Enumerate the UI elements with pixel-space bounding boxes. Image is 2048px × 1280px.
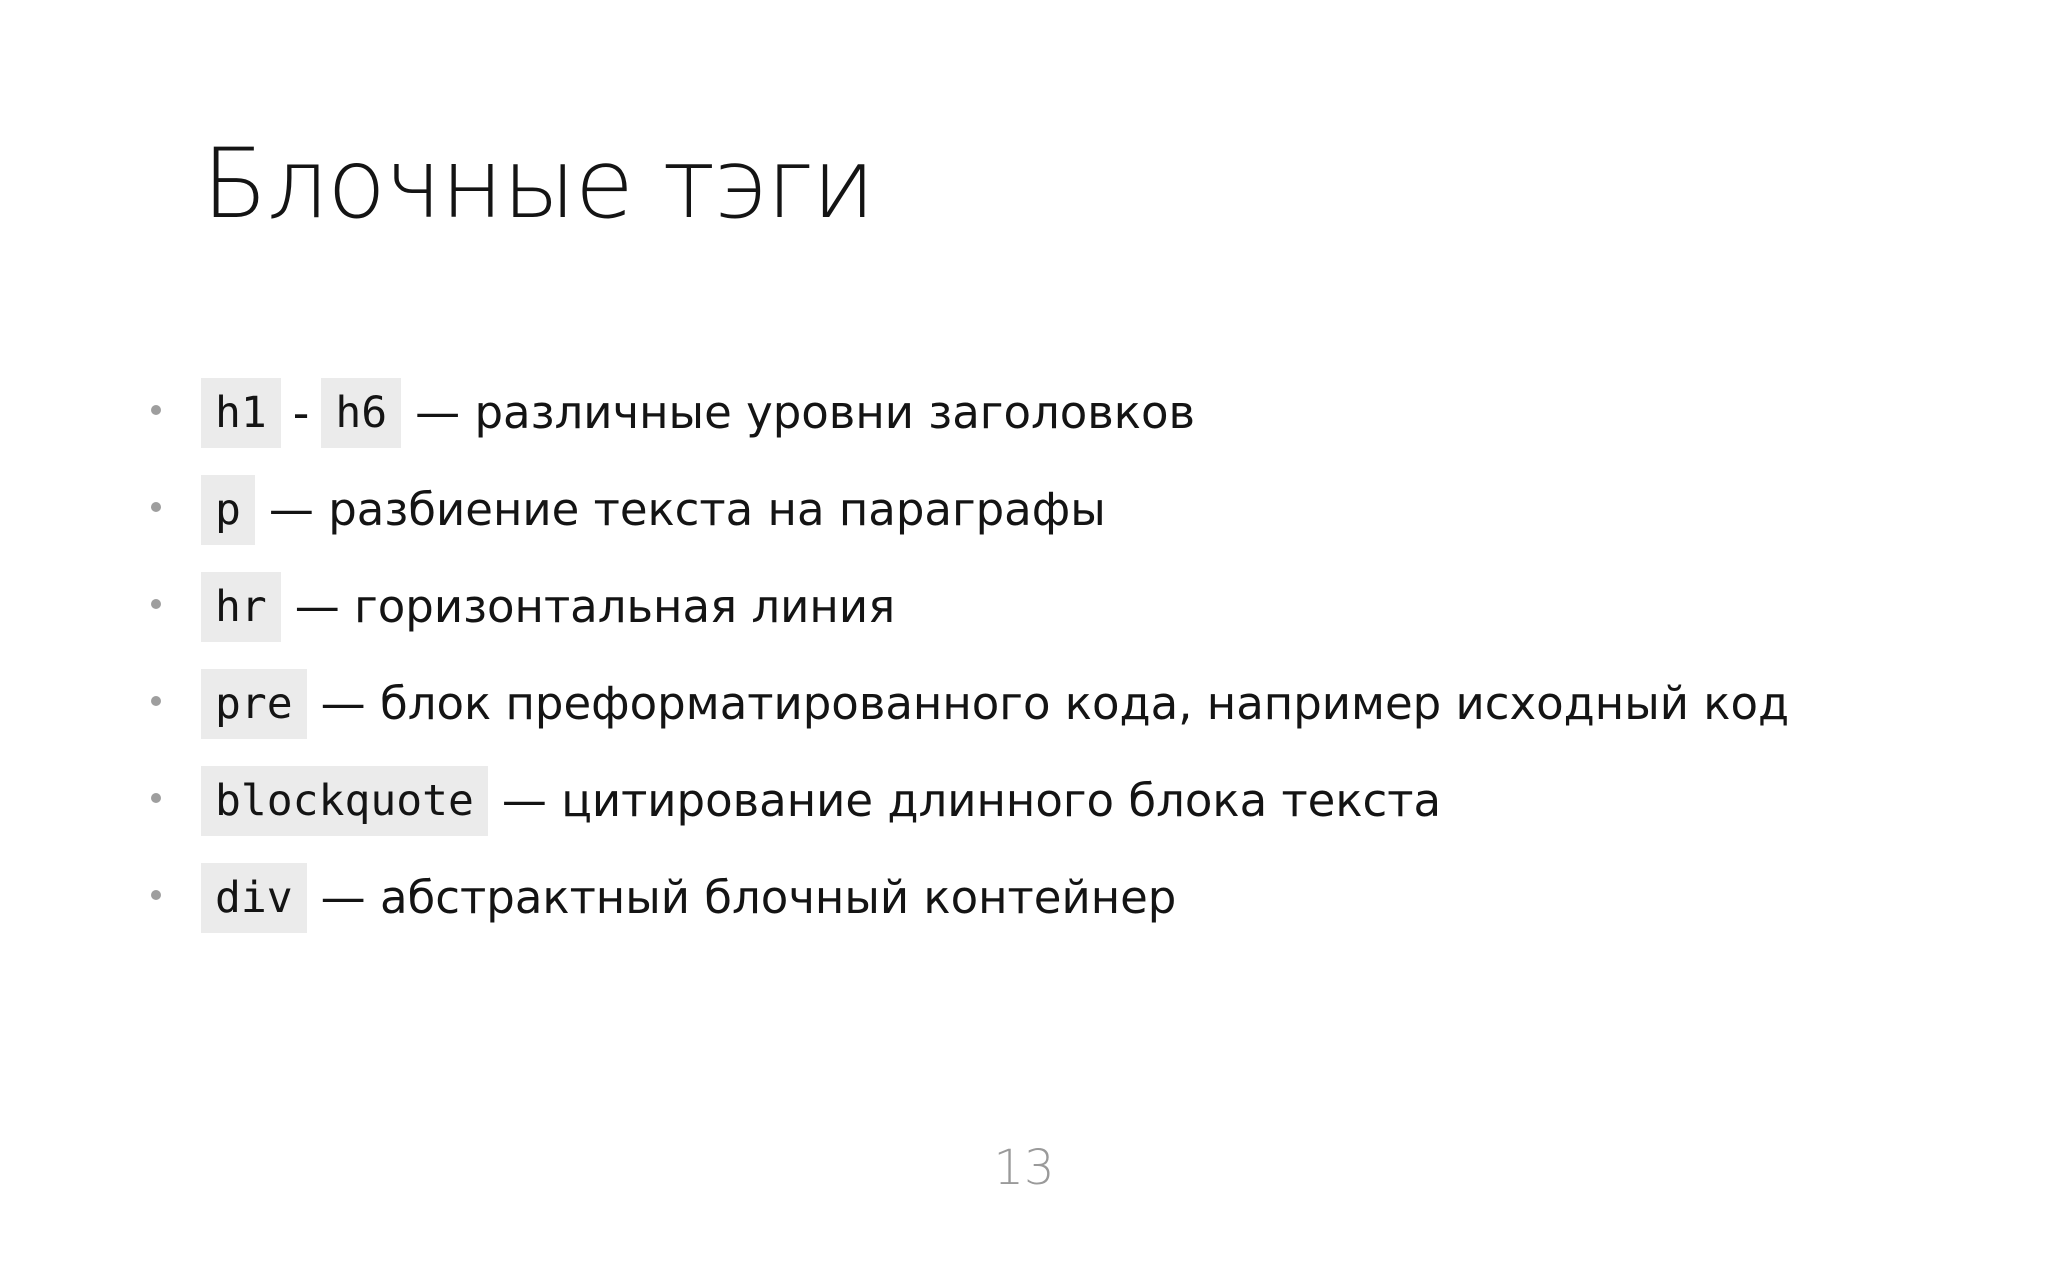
list-item xyxy=(0,655,2048,752)
item-description: — цитирование длинного блока текста xyxy=(501,774,1442,827)
range-separator: - xyxy=(292,385,310,440)
list-item xyxy=(0,558,2048,655)
page-number: 13 xyxy=(993,1140,1055,1196)
bullet-dot-icon xyxy=(151,890,161,900)
list-item xyxy=(0,752,2048,849)
code-tag: hr xyxy=(201,572,281,642)
item-description: — разбиение текста на параграфы xyxy=(268,483,1106,536)
code-tag: blockquote xyxy=(201,766,488,836)
code-tag: div xyxy=(201,863,307,933)
slide-title: Блочные тэги xyxy=(202,128,875,240)
bullet-dot-icon xyxy=(151,405,161,415)
item-description: — абстрактный блочный контейнер xyxy=(320,871,1177,924)
code-tag: pre xyxy=(201,669,307,739)
list-item xyxy=(0,849,2048,946)
bullet-list xyxy=(0,364,2048,946)
item-description: — горизонтальная линия xyxy=(294,580,896,633)
bullet-dot-icon xyxy=(151,599,161,609)
bullet-dot-icon xyxy=(151,696,161,706)
item-description: — блок преформатированного кода, например исходный код xyxy=(320,677,1790,730)
list-item xyxy=(0,364,2048,461)
list-item xyxy=(0,461,2048,558)
code-tag: h6 xyxy=(321,378,401,448)
code-tag: h1 xyxy=(201,378,281,448)
bullet-dot-icon xyxy=(151,793,161,803)
bullet-dot-icon xyxy=(151,502,161,512)
code-tag: p xyxy=(201,475,255,545)
item-description: — различные уровни заголовков xyxy=(415,386,1196,439)
